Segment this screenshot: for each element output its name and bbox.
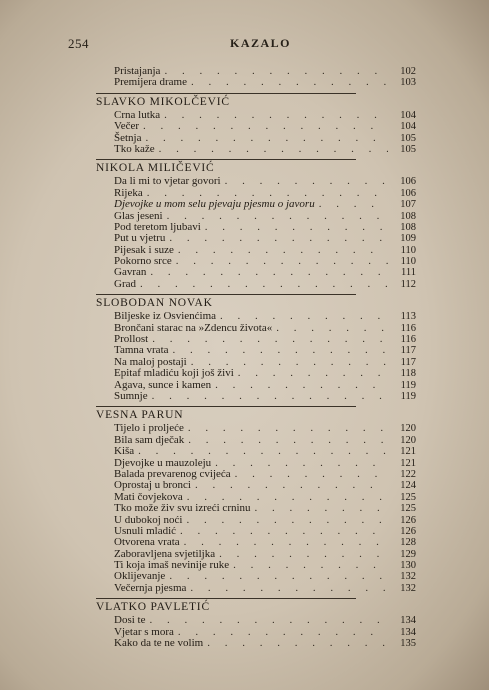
entry-page-number: 111 [401,267,416,279]
entry-page-number: 125 [400,491,416,503]
entry-title: Zaboravljena svjetiljka [114,547,216,560]
dot-leader [143,121,388,132]
entry-title: Gavran [114,266,147,279]
entry-page-number: 135 [400,638,416,650]
dot-leader [319,199,388,210]
dot-leader [225,176,388,187]
entry-title: Pristajanja [114,65,161,77]
entry-page-number: 106 [400,187,416,199]
entry-page-number: 117 [400,356,416,368]
dot-leader [215,458,388,469]
page-title: KAZALO [230,36,292,50]
entry-page-number: 105 [400,143,416,155]
entry-page-number: 129 [400,548,416,560]
dot-leader [238,368,388,379]
page-header [68,36,449,52]
dot-leader [140,279,388,290]
entry-page-number: 119 [400,379,416,391]
dot-leader [276,323,388,334]
dot-leader [195,480,388,491]
author-heading: NIKOLA MILIČEVIĆ [96,159,356,175]
entry-title: Ti koja imaš nevinije ruke [114,559,230,572]
dot-leader [184,537,388,548]
page-number: 254 [68,36,89,51]
dot-leader [207,638,388,649]
entry-title: Mati čovjekova [114,490,183,503]
dot-leader [205,222,388,233]
entry-page-number: 110 [400,244,416,256]
toc-entry [96,391,416,402]
toc-entry [96,615,416,626]
entry-page-number: 116 [400,334,416,346]
dot-leader [169,571,388,582]
entry-title: Kako da te ne volim [114,637,204,650]
dot-leader [188,423,388,434]
dot-leader [235,469,388,480]
entry-title: Glas jeseni [114,209,163,222]
entry-title: Na maloj postaji [114,355,187,368]
entry-title: Agava, sunce i kamen [114,378,212,391]
entry-title: Brončani starac na »Zdencu života« [114,321,273,334]
dot-leader [188,435,388,446]
author-heading: SLAVKO MIKOLČEVIĆ [96,93,356,109]
entry-title: Rijeka [114,186,143,199]
toc-entry [96,199,416,210]
entry-title: Bila sam dječak [114,433,185,446]
dot-leader [152,391,388,402]
entry-page-number: 104 [400,121,416,133]
dot-leader [152,334,388,345]
entry-page-number: 118 [400,368,416,380]
dot-leader [169,233,388,244]
entry-page-number: 116 [400,322,416,334]
entry-page-number: 120 [400,434,416,446]
entry-page-number: 134 [400,615,416,627]
dot-leader [191,77,388,88]
dot-leader [138,446,388,457]
toc-entry [96,638,416,649]
entry-page-number: 128 [400,537,416,549]
entry-page-number: 119 [400,390,416,402]
dot-leader [150,267,388,278]
toc-entry [96,279,416,290]
dot-leader [164,66,388,77]
dot-leader [146,133,389,144]
entry-title: Večernja pjesma [114,581,187,594]
toc-entry [96,446,416,457]
entry-title: Pod teretom ljubavi [114,220,201,233]
entry-title: Crna lutka [114,108,161,121]
toc-entry [96,233,416,244]
dot-leader [233,560,388,571]
toc-entry [96,368,416,379]
dot-leader [159,144,388,155]
entry-page-number: 122 [400,468,416,480]
entry-title: Epitaf mladiću koji još živi [114,367,234,380]
dot-leader [186,515,388,526]
toc-entry [96,435,416,446]
toc-entry [96,480,416,491]
entry-title: Tko može živ svu izreći crninu [114,502,251,515]
entry-page-number: 117 [400,345,416,357]
toc-entry [96,144,416,155]
toc-entry [96,503,416,514]
entry-page-number: 126 [400,525,416,537]
entry-title: Pokorno srce [114,255,172,268]
toc-entry [96,176,416,187]
dot-leader [255,503,388,514]
entry-page-number: 125 [400,503,416,515]
toc-entry [96,537,416,548]
entry-page-number: 134 [400,626,416,638]
entry-page-number: 130 [400,560,416,572]
entry-title: Šetnja [114,131,142,144]
entry-title: Otvorena vrata [114,536,180,549]
entry-page-number: 121 [400,446,416,458]
author-heading: VESNA PARUN [96,406,356,422]
entry-page-number: 102 [400,66,416,77]
dot-leader [180,526,388,537]
entry-title: Tijelo i proljeće [114,422,184,435]
entry-page-number: 105 [400,132,416,144]
entry-title: Djevojke u mom selu pjevaju pjesmu o javoru [114,198,315,211]
dot-leader [173,345,388,356]
entry-title: U dubokoj noći [114,513,183,526]
entry-page-number: 132 [400,582,416,594]
toc-entry [96,110,416,121]
entry-page-number: 108 [400,221,416,233]
toc-entry [96,311,416,322]
entry-title: Grad [114,277,136,290]
entry-title: Da li mi to vjetar govori [114,175,221,188]
dot-leader [220,311,388,322]
entry-title: Premijera drame [114,76,187,89]
entry-title: Dosi te [114,614,146,627]
entry-page-number: 126 [400,514,416,526]
entry-page-number: 120 [400,423,416,435]
dot-leader [164,110,388,121]
entry-title: Balada prevarenog cvijeća [114,467,231,480]
entry-page-number: 124 [400,480,416,492]
entry-title: Kiša [114,445,135,458]
table-of-contents [96,66,416,649]
entry-page-number: 109 [400,233,416,245]
entry-title: Oprostaj u bronci [114,479,191,492]
dot-leader [219,549,388,560]
entry-page-number: 107 [400,199,416,211]
entry-title: Put u vjetru [114,232,166,245]
entry-page-number: 121 [400,457,416,469]
entry-page-number: 110 [400,256,416,268]
entry-page-number: 113 [400,311,416,323]
entry-title: Sumnje [114,389,148,402]
dot-leader [178,627,388,638]
toc-entry [96,121,416,132]
entry-title: Oklijevanje [114,570,166,583]
entry-title: Tamna vrata [114,344,169,357]
entry-page-number: 112 [400,278,416,290]
entry-title: Vjetar s mora [114,625,174,638]
entry-page-number: 104 [400,109,416,121]
entry-page-number: 132 [400,571,416,583]
entry-title: Usnuli mladić [114,524,177,537]
dot-leader [190,583,388,594]
dot-leader [176,256,388,267]
toc-entry [96,583,416,594]
author-heading: SLOBODAN NOVAK [96,294,356,310]
entry-title: Djevojke u mauzoleju [114,456,212,469]
dot-leader [215,380,388,391]
entry-page-number: 108 [400,210,416,222]
entry-title: Večer [114,120,140,133]
dot-leader [149,615,388,626]
author-heading: VLATKO PAVLETIĆ [96,598,356,614]
entry-title: Biljeske iz Osvienćima [114,310,217,323]
dot-leader [178,245,388,256]
entry-title: Pijesak i suze [114,243,174,256]
entry-page-number: 106 [400,176,416,188]
toc-entry [96,267,416,278]
toc-entry [96,77,416,88]
entry-page-number: 103 [400,77,416,89]
entry-title: Prollost [114,333,149,346]
entry-title: Tko kaže [114,142,155,155]
